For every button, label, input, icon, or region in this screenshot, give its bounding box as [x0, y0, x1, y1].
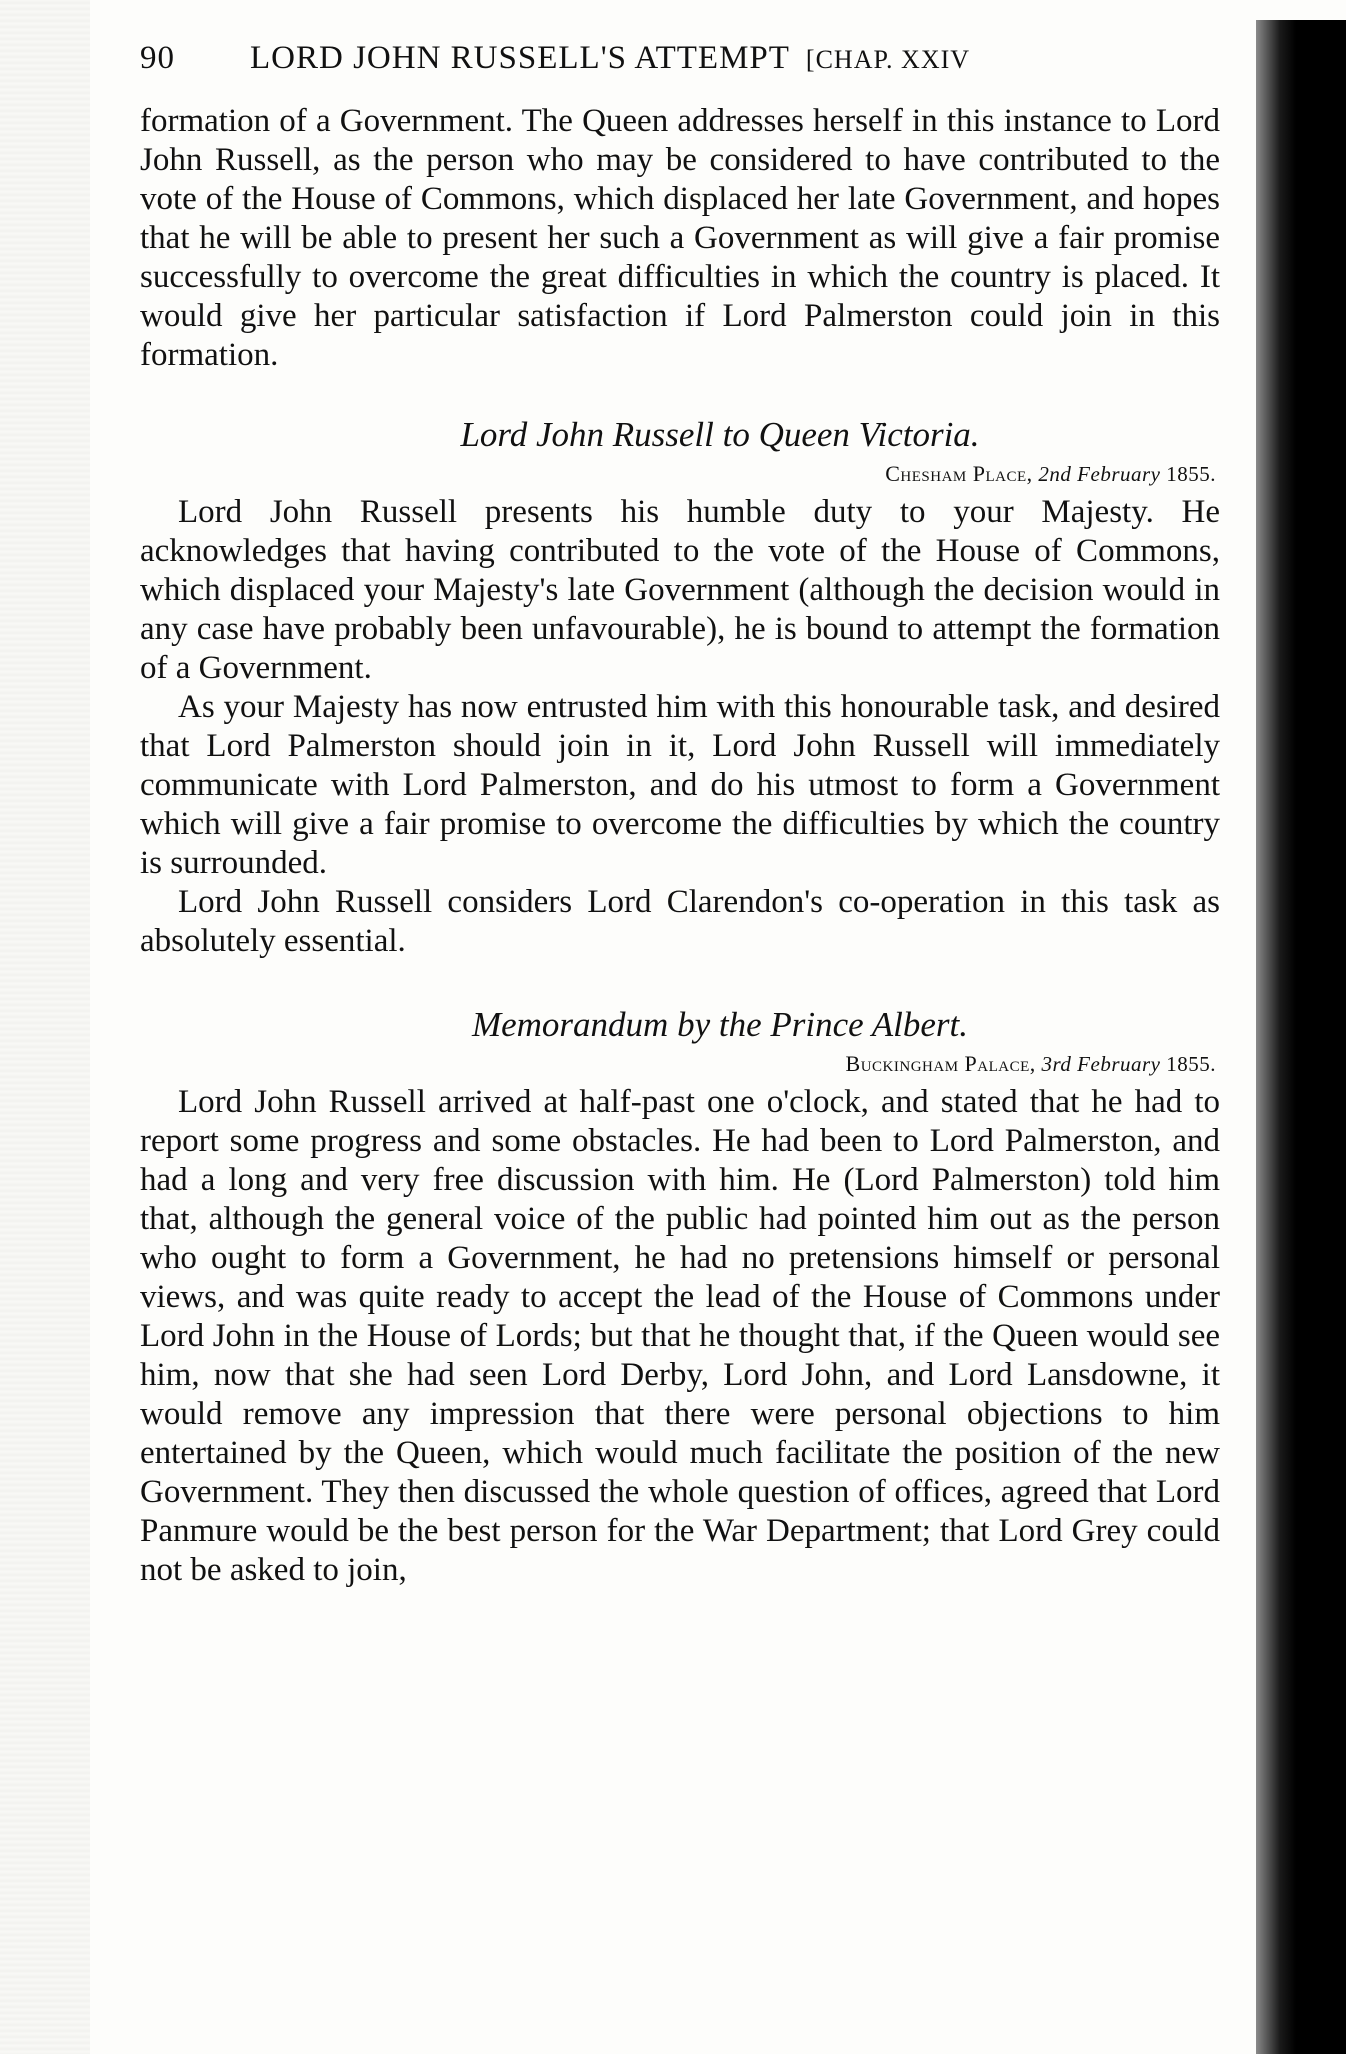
letter-place-date [140, 461, 1216, 487]
letter-paragraph-1: Lord John Russell presents his humble duty to your Majesty. He acknowledges that having contributed to the vote of the House of Commons, which displaced your Majesty's late Government (although the decision would in any case have probably been unfavourable), he is bound to attempt the formation of a Government. [140, 494, 1220, 686]
chapter-label: [CHAP. XXIV [805, 45, 971, 74]
letter-paragraph-3: Lord John Russell considers Lord Clarendon's co-operation in this task as absolutely essential. [140, 884, 1220, 959]
memorandum-date: 3rd February [1041, 1052, 1161, 1076]
intro-paragraph: formation of a Government. The Queen addresses herself in this instance to Lord John Russell, as the person who may be considered to have contributed to the vote of the House of Commons, which displaced her late Government, and hopes that he will be able to present her such a Government as will give a fair promise successfully to overcome the great difficulties in which the country is placed. It would give her particular satisfaction if Lord Palmerston could join in this formation. [140, 103, 1220, 373]
memorandum-year: 1855. [1166, 1052, 1216, 1076]
letter-heading: Lord John Russell to Queen Victoria. [460, 415, 980, 454]
scan-left-edge [0, 0, 90, 2054]
running-title: LORD JOHN RUSSELL'S ATTEMPT [250, 40, 790, 76]
memorandum-place-date [140, 1051, 1216, 1077]
letter-date: 2nd February [1038, 462, 1161, 486]
running-header [140, 40, 1220, 96]
letter-year: 1855. [1166, 462, 1216, 486]
book-spine-shadow [1256, 20, 1346, 2054]
letter-paragraph-2: As your Majesty has now entrusted him with this honourable task, and desired that Lord Palmerston should join in it, Lord John Russell will immediately communicate with Lord Palmerston, and do his utmost to form a Government which will give a fair promise to overcome the difficulties by which the country is surrounded. [140, 689, 1220, 881]
memorandum-paragraph: Lord John Russell arrived at half-past one o'clock, and stated that he had to report some progress and some obstacles. He had been to Lord Palmerston, and had a long and very free discussion with him. He (Lord Palmerston) told him that, although the general voice of the public had pointed him out as the person who ought to form a Government, he had no pretensions himself or personal views, and was quite ready to accept the lead of the House of Commons under Lord John in the House of Lords; but that he thought that, if the Queen would see him, now that she had seen Lord Derby, Lord John, and Lord Lansdowne, it would remove any impression that there were personal objections to him entertained by the Queen, which would much facilitate the position of the new Government. They then discussed the whole question of offices, agreed that Lord Panmure would be the best person for the War Department; that Lord Grey could not be asked to join, [140, 1084, 1220, 1588]
memorandum-heading: Memorandum by the Prince Albert. [471, 1005, 969, 1044]
page-number: 90 [140, 40, 175, 76]
book-page [140, 40, 1220, 1590]
letter-place: Chesham Place, [885, 461, 1033, 486]
memorandum-place: Buckingham Palace, [845, 1051, 1036, 1076]
